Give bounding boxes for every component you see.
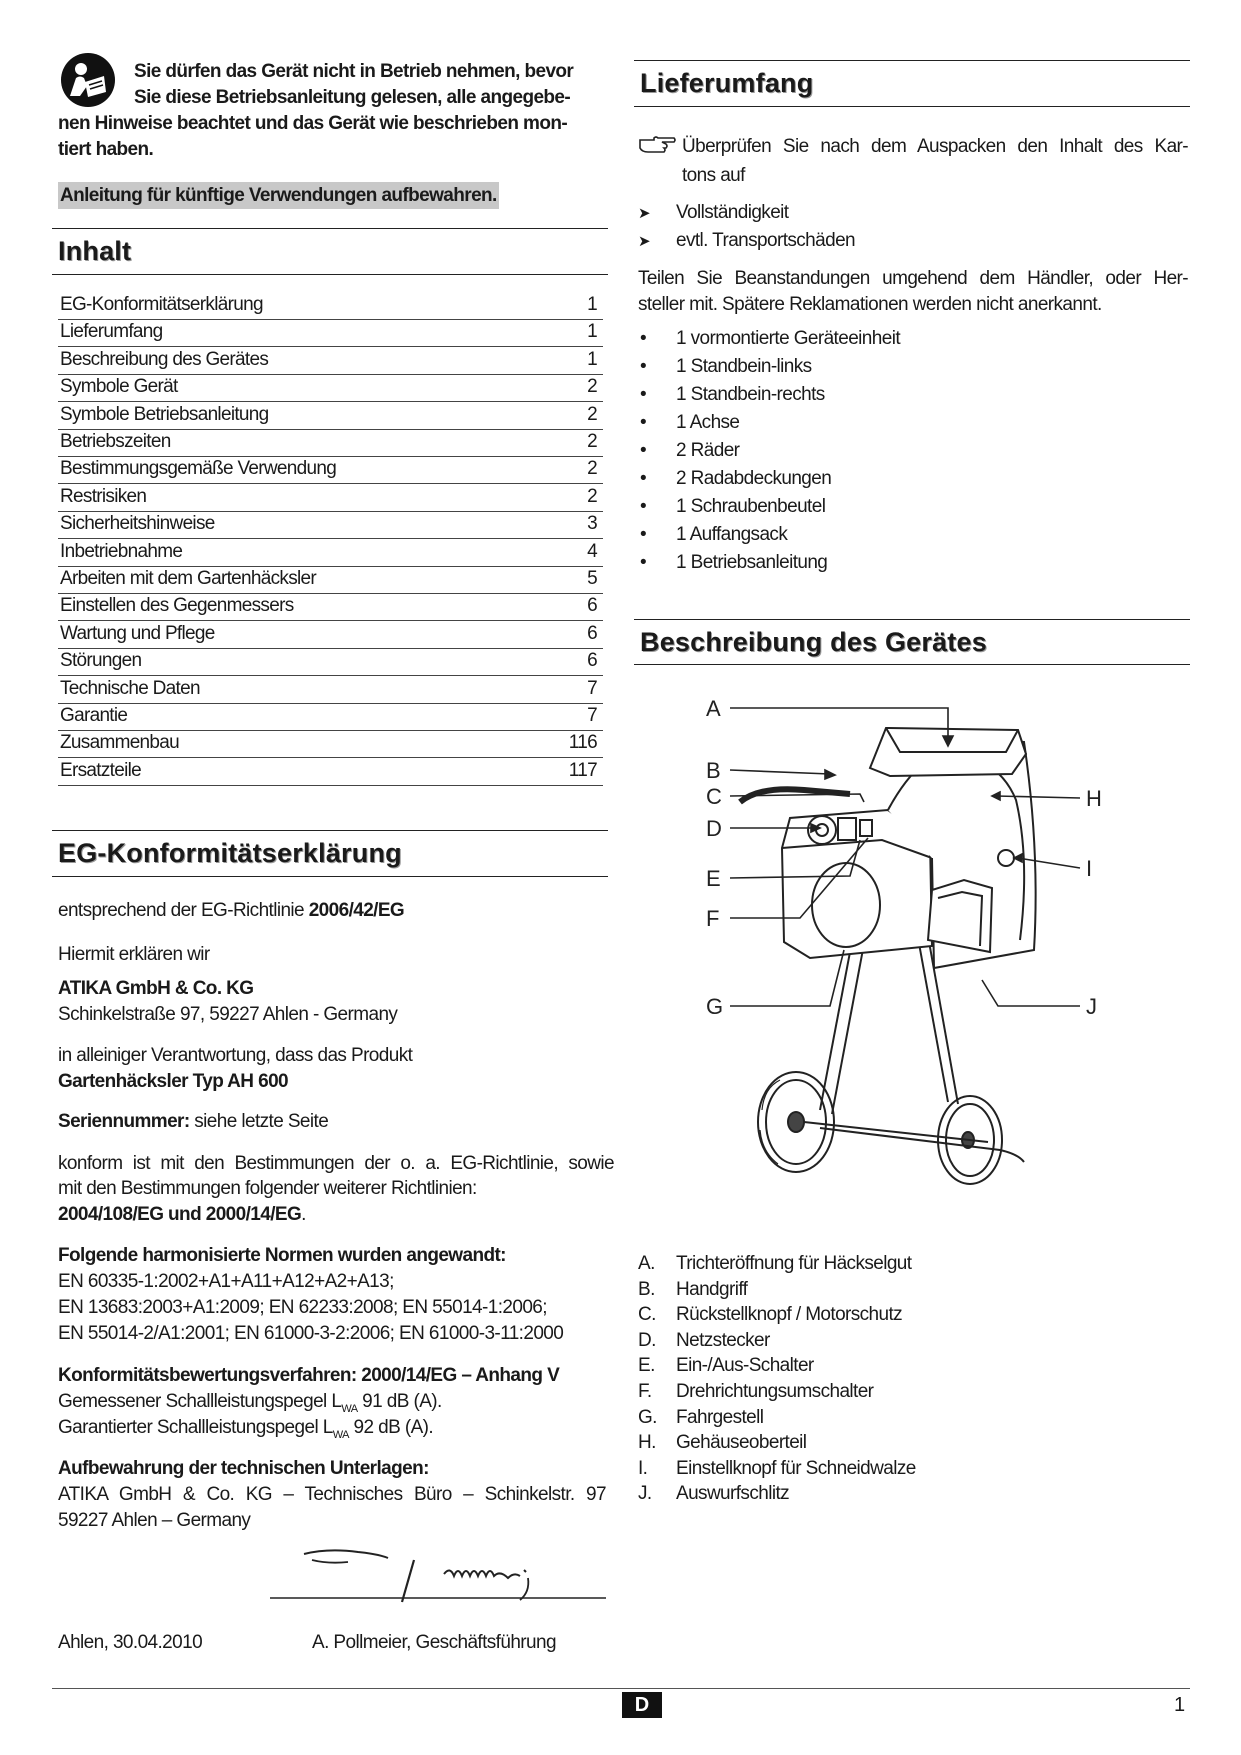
delivery-heading-rule bbox=[634, 106, 1190, 107]
signature bbox=[268, 1540, 608, 1614]
part-name: Auswurfschlitz bbox=[676, 1483, 790, 1505]
diagram-label-e: E bbox=[706, 866, 721, 891]
toc-row-label: Arbeiten mit dem Gartenhäcksler bbox=[60, 568, 317, 589]
toc-row-label: Restrisiken bbox=[60, 485, 147, 507]
toc-row-page: 1 bbox=[587, 321, 597, 343]
bullet-icon: • bbox=[640, 356, 647, 377]
toc-row-label: Bestimmungsgemäße Verwendung bbox=[60, 458, 337, 480]
part-name: Gehäuseoberteil bbox=[676, 1432, 807, 1454]
part-name: Fahrgestell bbox=[676, 1406, 764, 1428]
toc-row[interactable] bbox=[58, 758, 603, 786]
delivery-item: 1 Schraubenbeutel bbox=[676, 496, 826, 517]
conform-line-2: mit den Bestimmungen folgender weiterer Richtlinien: bbox=[58, 1178, 477, 1199]
bullet-icon: • bbox=[640, 468, 647, 489]
description-heading: Beschreibung des Gerätes bbox=[640, 627, 987, 657]
bullet-icon: • bbox=[640, 552, 647, 573]
serial-label: Seriennummer: bbox=[58, 1111, 190, 1132]
delivery-item: 1 Standbein-rechts bbox=[676, 384, 825, 405]
toc-heading: Inhalt bbox=[58, 236, 132, 266]
delivery-check-line-1: Überprüfen Sie nach dem Auspacken den Inhalt des Kar- bbox=[682, 136, 1188, 157]
place-date: Ahlen, 30.04.2010 bbox=[58, 1632, 203, 1653]
toc-top-rule bbox=[52, 228, 608, 229]
norms-line-1: EN 60335-1:2002+A1+A11+A12+A2+A13; bbox=[58, 1271, 394, 1292]
toc-row-label: Zusammenbau bbox=[60, 732, 180, 754]
procedure-heading: Konformitätsbewertungsverfahren: 2000/14/EG – Anhang V bbox=[58, 1365, 560, 1386]
toc-row-page: 6 bbox=[587, 650, 597, 672]
toc-row-label: EG-Konformitätserklärung bbox=[60, 294, 263, 315]
toc-row[interactable] bbox=[58, 347, 603, 375]
part-name: Ein-/Aus-Schalter bbox=[676, 1355, 814, 1377]
toc-row[interactable] bbox=[58, 648, 603, 676]
part-name: Drehrichtungsumschalter bbox=[676, 1381, 874, 1402]
diagram-label-j: J bbox=[1086, 994, 1097, 1019]
conformity-top-rule bbox=[52, 830, 608, 831]
directive-number: 2006/42/EG bbox=[308, 900, 405, 921]
part-name: Einstellknopf für Schneidwalze bbox=[676, 1457, 916, 1479]
notice-line-2: Sie diese Betriebsanleitung gelesen, alle angegebe- bbox=[134, 87, 571, 108]
toc-row[interactable] bbox=[58, 566, 603, 594]
toc-row[interactable] bbox=[58, 621, 603, 649]
arrow-bullet-icon: ➤ bbox=[638, 205, 650, 222]
bullet-icon: • bbox=[640, 384, 647, 405]
toc-row[interactable] bbox=[58, 402, 603, 430]
guaranteed-level bbox=[58, 1414, 433, 1449]
toc-heading-rule bbox=[52, 274, 608, 275]
declare-line: Hiermit erklären wir bbox=[58, 944, 210, 965]
toc-row[interactable] bbox=[58, 593, 603, 621]
toc-row-page: 1 bbox=[587, 348, 597, 370]
diagram-label-g: G bbox=[706, 994, 724, 1019]
part-key: D. bbox=[638, 1329, 656, 1351]
toc-row-label: Beschreibung des Gerätes bbox=[60, 348, 269, 370]
notice-line-3: nen Hinweise beachtet und das Gerät wie beschrieben mon- bbox=[58, 113, 568, 134]
toc-row-page: 6 bbox=[587, 595, 597, 617]
company-address: Schinkelstraße 97, 59227 Ahlen - Germany bbox=[58, 1004, 398, 1025]
storage-line-1: ATIKA GmbH & Co. KG – Technisches Büro – Schinkelstr. 97 bbox=[58, 1484, 606, 1505]
toc-row-label: Symbole Betriebsanleitung bbox=[60, 403, 269, 425]
toc-row-label: Technische Daten bbox=[60, 677, 200, 699]
diagram-label-d: D bbox=[706, 816, 722, 841]
part-key: B. bbox=[638, 1278, 655, 1300]
storage-line-2: 59227 Ahlen – Germany bbox=[58, 1510, 251, 1531]
language-badge bbox=[622, 1692, 662, 1718]
notice-line-4: tiert haben. bbox=[58, 139, 154, 160]
part-key: G. bbox=[638, 1406, 657, 1428]
delivery-item: 2 Radabdeckungen bbox=[676, 468, 832, 489]
toc-row-page: 3 bbox=[587, 513, 597, 535]
toc-row-label: Lieferumfang bbox=[60, 321, 163, 343]
company-name: ATIKA GmbH & Co. KG bbox=[58, 978, 254, 999]
notice-line-1: Sie dürfen das Gerät nicht in Betrieb nehmen, bevor bbox=[134, 61, 574, 82]
product-name: Gartenhäcksler Typ AH 600 bbox=[58, 1071, 288, 1092]
delivery-note-line-1: Teilen Sie Beanstandungen umgehend dem Händler, oder Her- bbox=[638, 268, 1188, 289]
arrow-list-item: evtl. Transportschäden bbox=[676, 230, 856, 251]
toc-row-page: 6 bbox=[587, 622, 597, 644]
bullet-icon: • bbox=[640, 328, 647, 349]
language-code: D bbox=[634, 1694, 650, 1716]
delivery-item: 1 Achse bbox=[676, 412, 740, 433]
toc-row[interactable] bbox=[58, 456, 603, 484]
footer-rule bbox=[52, 1688, 1190, 1689]
diagram-label-a: A bbox=[706, 696, 721, 721]
delivery-top-rule bbox=[634, 60, 1190, 61]
toc-row-page: 2 bbox=[587, 458, 597, 480]
bullet-icon: • bbox=[640, 524, 647, 545]
toc-row-label: Sicherheitshinweise bbox=[60, 513, 215, 535]
toc-row-page: 7 bbox=[587, 677, 597, 699]
bullet-icon: • bbox=[640, 440, 647, 461]
toc-row[interactable] bbox=[58, 319, 603, 347]
toc-row-label: Einstellen des Gegenmessers bbox=[60, 595, 294, 617]
toc-row-page: 4 bbox=[587, 540, 597, 562]
toc-row-label: Betriebszeiten bbox=[60, 431, 171, 452]
guaranteed-value: 92 dB (A). bbox=[348, 1417, 434, 1438]
toc-row-page: 1 bbox=[587, 294, 597, 315]
delivery-item: 1 vormontierte Geräteeinheit bbox=[676, 328, 900, 349]
device-diagram bbox=[700, 690, 1130, 1210]
guaranteed-sub: WA bbox=[332, 1428, 349, 1441]
pointing-hand-icon bbox=[638, 134, 678, 156]
diagram-label-c: C bbox=[706, 784, 722, 809]
toc-row[interactable] bbox=[58, 429, 603, 457]
delivery-note-line-2: steller mit. Spätere Reklamationen werden nicht anerkannt. bbox=[638, 294, 1102, 315]
conform-directives: 2004/108/EG und 2000/14/EG bbox=[58, 1204, 302, 1225]
measured-value: 91 dB (A). bbox=[357, 1391, 442, 1412]
conformity-heading-rule bbox=[52, 876, 608, 877]
signatory: A. Pollmeier, Geschäftsführung bbox=[312, 1632, 556, 1653]
arrow-bullet-icon: ➤ bbox=[638, 233, 650, 250]
toc-row-page: 7 bbox=[587, 705, 597, 726]
delivery-item: 1 Auffangsack bbox=[676, 524, 788, 545]
conformity-heading: EG-Konformitätserklärung bbox=[58, 838, 402, 868]
toc-row[interactable] bbox=[58, 511, 603, 539]
arrow-list-item: Vollständigkeit bbox=[676, 202, 789, 223]
toc-row-page: 2 bbox=[587, 376, 597, 398]
responsibility-line: in alleiniger Verantwortung, dass das Produkt bbox=[58, 1045, 413, 1066]
toc-row-page: 2 bbox=[587, 431, 597, 452]
conform-line-3 bbox=[58, 1201, 306, 1228]
storage-heading: Aufbewahrung der technischen Unterlagen: bbox=[58, 1458, 429, 1479]
serial-line bbox=[58, 1108, 328, 1135]
directive-line bbox=[58, 897, 404, 924]
part-key: C. bbox=[638, 1304, 656, 1326]
toc-row-label: Inbetriebnahme bbox=[60, 540, 183, 562]
toc-row-label: Störungen bbox=[60, 650, 142, 672]
toc-row[interactable] bbox=[58, 676, 603, 704]
part-name: Handgriff bbox=[676, 1278, 748, 1300]
guaranteed-text: Garantierter Schallleistungspegel L bbox=[58, 1417, 333, 1438]
part-key: A. bbox=[638, 1253, 655, 1274]
delivery-heading: Lieferumfang bbox=[640, 68, 814, 98]
toc-row-page: 116 bbox=[568, 732, 597, 754]
part-key: F. bbox=[638, 1381, 652, 1402]
diagram-label-h: H bbox=[1086, 786, 1102, 811]
toc-row-page: 2 bbox=[587, 403, 597, 425]
toc-row[interactable] bbox=[58, 374, 603, 402]
read-manual-icon bbox=[60, 52, 116, 108]
diagram-label-i: I bbox=[1086, 856, 1093, 881]
toc-row-page: 5 bbox=[587, 568, 597, 589]
diagram-label-b: B bbox=[706, 758, 721, 783]
part-key: I. bbox=[638, 1457, 648, 1479]
part-key: H. bbox=[638, 1432, 656, 1454]
conform-line-1: konform ist mit den Bestimmungen der o. a. EG-Richtlinie, sowie bbox=[58, 1153, 614, 1174]
keep-instructions-note: Anleitung für künftige Verwendungen aufbewahren. bbox=[58, 182, 499, 209]
directive-prefix: entsprechend der EG-Richtlinie bbox=[58, 900, 309, 921]
toc-row[interactable] bbox=[58, 703, 603, 731]
toc-row-page: 117 bbox=[568, 759, 597, 781]
delivery-item: 2 Räder bbox=[676, 440, 740, 461]
diagram-label-f: F bbox=[706, 906, 720, 931]
measured-sub: WA bbox=[341, 1402, 358, 1415]
toc-row-label: Ersatzteile bbox=[60, 759, 142, 781]
measured-text: Gemessener Schallleistungspegel L bbox=[58, 1391, 342, 1412]
toc-row[interactable] bbox=[58, 730, 603, 758]
delivery-item: 1 Betriebsanleitung bbox=[676, 552, 828, 573]
toc-row-page: 2 bbox=[587, 485, 597, 507]
bullet-icon: • bbox=[640, 412, 647, 433]
toc-row[interactable] bbox=[58, 539, 603, 567]
conform-period: . bbox=[301, 1204, 306, 1225]
page-number: 1 bbox=[1174, 1694, 1186, 1716]
toc-row[interactable] bbox=[58, 292, 603, 320]
part-name: Trichteröffnung für Häckselgut bbox=[676, 1253, 912, 1274]
delivery-item: 1 Standbein-links bbox=[676, 356, 812, 377]
norms-line-3: EN 55014-2/A1:2001; EN 61000-3-2:2006; EN 61000-3-11:2000 bbox=[58, 1323, 564, 1344]
toc-row-label: Garantie bbox=[60, 705, 128, 726]
description-top-rule bbox=[634, 619, 1190, 620]
bullet-icon: • bbox=[640, 496, 647, 517]
delivery-check-line-2: tons auf bbox=[682, 165, 745, 186]
part-name: Rückstellknopf / Motorschutz bbox=[676, 1304, 903, 1326]
toc-row-label: Wartung und Pflege bbox=[60, 622, 215, 644]
toc-row[interactable] bbox=[58, 484, 603, 512]
norms-heading: Folgende harmonisierte Normen wurden angewandt: bbox=[58, 1245, 506, 1266]
part-key: E. bbox=[638, 1355, 655, 1377]
serial-value: siehe letzte Seite bbox=[189, 1111, 329, 1132]
description-heading-rule bbox=[634, 664, 1190, 665]
part-name: Netzstecker bbox=[676, 1329, 770, 1351]
part-key: J. bbox=[638, 1483, 652, 1505]
toc-row-label: Symbole Gerät bbox=[60, 376, 178, 398]
norms-line-2: EN 13683:2003+A1:2009; EN 62233:2008; EN 55014-1:2006; bbox=[58, 1297, 547, 1318]
